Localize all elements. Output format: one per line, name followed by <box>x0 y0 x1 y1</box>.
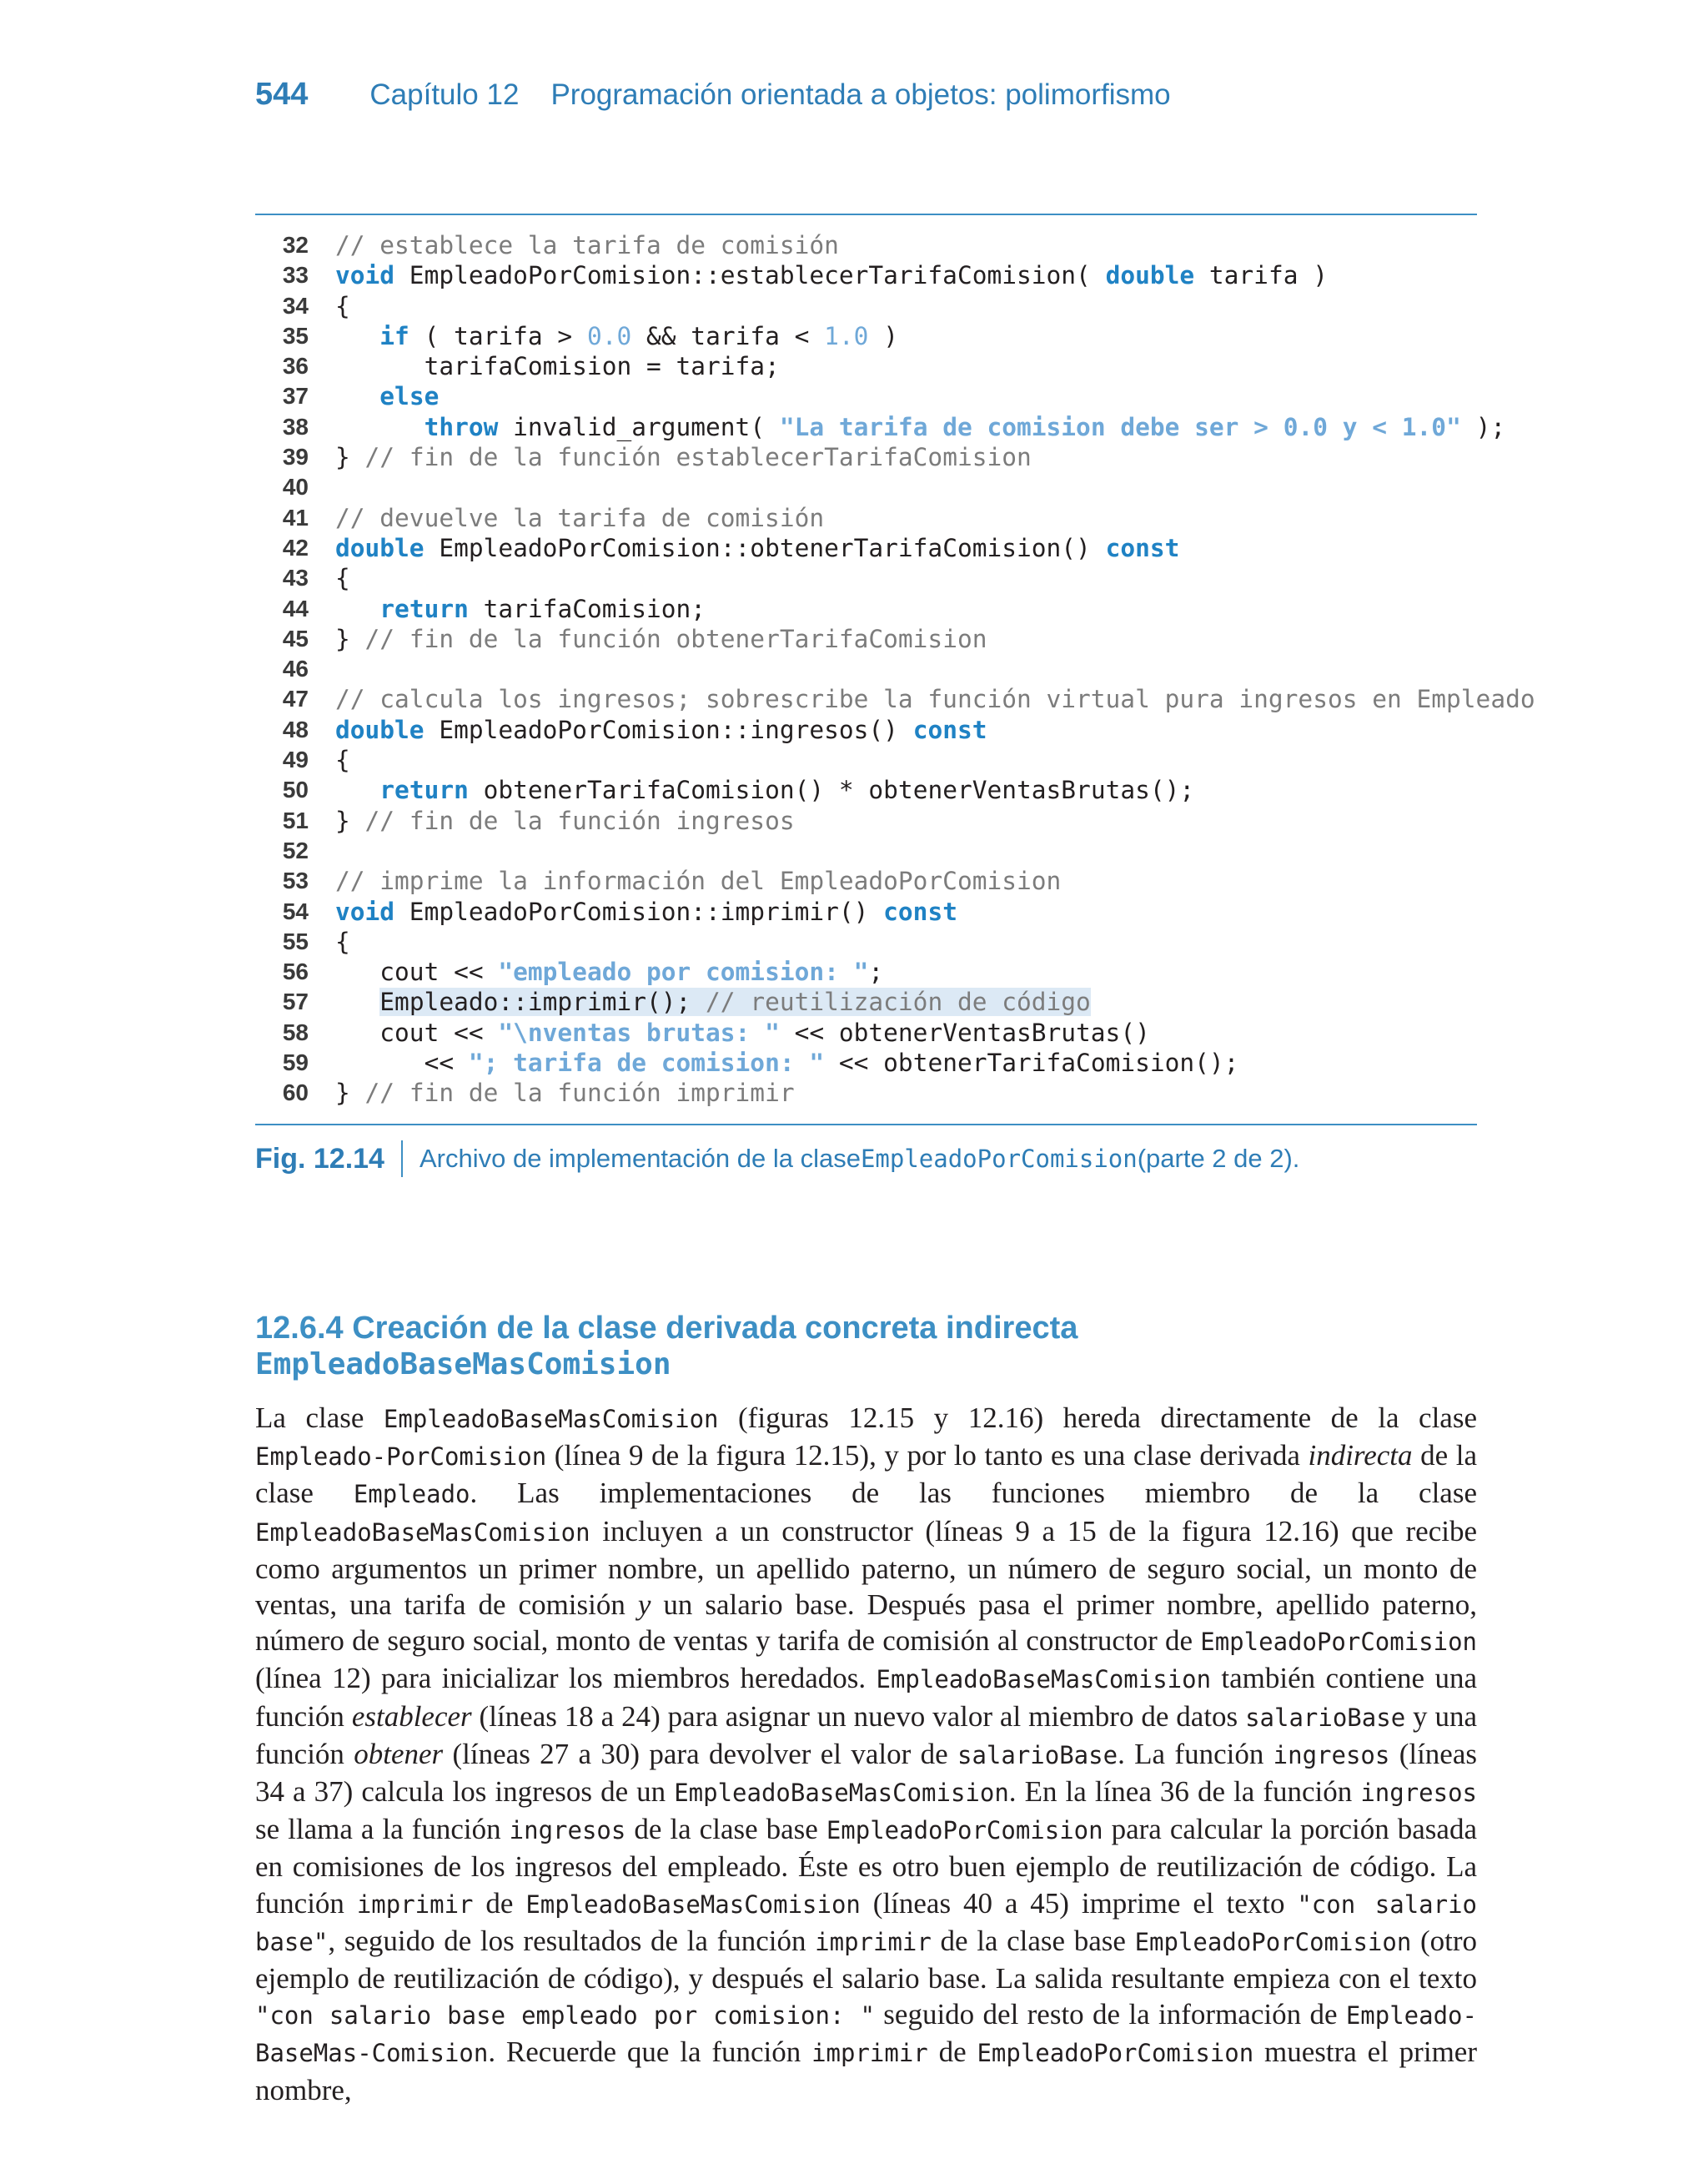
line-number: 41 <box>282 504 309 531</box>
code-line <box>255 866 1477 896</box>
code-line <box>255 442 1477 472</box>
line-number: 46 <box>282 656 309 682</box>
code-token: } <box>335 624 365 653</box>
inline-code: Empleado-BaseMas-Comision <box>255 2001 1477 2068</box>
code-line <box>255 654 1477 684</box>
code-text <box>335 1078 795 1108</box>
code-token: 0.0 <box>586 321 632 350</box>
line-number: 49 <box>282 747 309 773</box>
code-token: // imprime la información del EmpleadoPorComision <box>335 867 1062 896</box>
line-number: 35 <box>282 322 309 349</box>
line-number: 33 <box>282 262 309 289</box>
body-text-run: un salario base. Después pasa el primer nombre, apellido paterno, número de seguro social, monto de ventas y tarifa de comisión al constructor de <box>255 1588 1477 1658</box>
running-header <box>255 77 1171 113</box>
code-token: EmpleadoPorComision::establecerTarifaComision( <box>394 261 1106 290</box>
body-text-run: La clase <box>255 1402 384 1434</box>
line-number: 37 <box>282 383 309 410</box>
line-number: 55 <box>282 928 309 954</box>
code-token <box>335 413 424 441</box>
code-token <box>335 776 379 804</box>
body-text-run: . La función <box>1118 1737 1273 1770</box>
body-text-run: de la clase base <box>625 1813 826 1846</box>
code-token: // fin de la función ingresos <box>364 806 795 835</box>
code-line <box>255 351 1477 381</box>
code-line <box>255 806 1477 836</box>
code-line <box>255 715 1477 745</box>
code-token: if <box>379 321 409 350</box>
code-text <box>335 291 350 321</box>
code-line <box>255 897 1477 927</box>
body-text-run: (línea 12) para inicializar los miembros heredados. <box>255 1662 877 1695</box>
line-number: 51 <box>282 807 309 833</box>
code-line <box>255 684 1535 714</box>
code-line <box>255 927 1477 957</box>
code-line <box>255 412 1506 442</box>
code-text <box>335 260 1328 290</box>
line-number: 50 <box>282 777 309 803</box>
code-token: << obtenerTarifaComision(); <box>824 1049 1239 1078</box>
code-token: tarifaComision = tarifa; <box>335 352 780 381</box>
line-number: 39 <box>282 444 309 471</box>
line-number: 48 <box>282 716 309 742</box>
code-lines <box>255 215 1535 1124</box>
code-token <box>335 988 379 1016</box>
figure-label: Fig. 12.14 <box>255 1142 384 1175</box>
body-text-run: de la clase <box>255 1439 1477 1510</box>
code-token: // calcula los ingresos; sobrescribe la función virtual pura ingresos en Empleado <box>335 685 1535 714</box>
code-line <box>255 957 1477 987</box>
inline-code: salarioBase <box>1245 1703 1406 1732</box>
body-text-run: (línea 9 de la figura 12.15), y por lo tanto es una clase derivada <box>546 1439 1309 1472</box>
body-text-run: (figuras 12.15 y 12.16) hereda directamente de la clase <box>718 1402 1477 1434</box>
caption-text-after: (parte 2 de 2). <box>1137 1144 1300 1173</box>
code-token: // reutilización de código <box>706 988 1091 1017</box>
code-text <box>335 1048 1238 1078</box>
code-token: { <box>335 564 350 593</box>
code-token: // devuelve la tarifa de comisión <box>335 503 825 532</box>
inline-code: EmpleadoBaseMasComision <box>674 1779 1009 1808</box>
caption-divider <box>401 1140 403 1177</box>
code-line <box>255 745 1477 775</box>
body-text-run: (líneas 34 a 37) calcula los ingresos de un <box>255 1737 1477 1809</box>
line-number: 42 <box>282 534 309 561</box>
code-token: ( tarifa > <box>409 321 587 350</box>
code-token: { <box>335 927 350 956</box>
code-token: const <box>1105 533 1180 562</box>
code-token: // fin de la función establecerTarifaComision <box>364 443 1032 472</box>
code-token: // fin de la función obtenerTarifaComision <box>364 624 987 653</box>
line-number: 36 <box>282 353 309 380</box>
code-line <box>255 594 1477 624</box>
code-text <box>335 563 350 593</box>
line-number: 45 <box>282 625 309 652</box>
line-number: 47 <box>282 686 309 712</box>
inline-code: EmpleadoBaseMasComision <box>876 1665 1212 1694</box>
code-line <box>255 291 1477 321</box>
code-token: const <box>883 897 957 926</box>
chapter-label: Capítulo 12 <box>369 78 520 111</box>
code-text <box>335 897 957 927</box>
emphasis-text: y <box>637 1588 651 1622</box>
code-token: { <box>335 291 350 320</box>
code-text <box>335 381 439 411</box>
code-line <box>255 321 1477 351</box>
code-line <box>255 472 1477 502</box>
line-number: 58 <box>282 1019 309 1045</box>
code-text <box>335 503 824 533</box>
body-text-run: muestra el primer nombre, <box>255 2036 1477 2106</box>
code-token: cout << <box>335 1018 499 1047</box>
body-text-run: (otro ejemplo de reutilización de código), y después el salario base. La salida resultante empieza con el texto <box>255 1924 1477 1995</box>
code-token: double <box>335 533 424 562</box>
body-text-run: , seguido de los resultados de la función <box>328 1924 816 1957</box>
body-text-run: . Recuerde que la función <box>488 2036 812 2069</box>
code-token: return <box>379 776 469 805</box>
code-text <box>335 442 1032 472</box>
body-text-run: (líneas 40 a 45) imprime el texto <box>860 1886 1298 1920</box>
code-text <box>335 987 1091 1017</box>
inline-code: "con salario base" <box>255 1890 1477 1956</box>
body-paragraph <box>255 1400 1477 2108</box>
code-listing <box>255 214 1535 1125</box>
inline-code: EmpleadoBaseMasComision <box>525 1890 861 1919</box>
code-token: throw <box>424 412 499 441</box>
code-token: } <box>335 1079 365 1108</box>
inline-code: salarioBase <box>957 1740 1118 1769</box>
line-number: 34 <box>282 292 309 319</box>
code-line <box>255 230 1477 260</box>
code-token: "\nventas brutas: " <box>498 1018 780 1047</box>
body-text-run: . En la línea 36 de la función <box>1008 1775 1361 1809</box>
inline-code: imprimir <box>811 2039 928 2068</box>
page-number: 544 <box>255 77 309 112</box>
line-number: 54 <box>282 898 309 924</box>
code-token: { <box>335 746 350 775</box>
inline-code: imprimir <box>815 1927 932 1956</box>
code-line <box>255 1018 1477 1048</box>
body-text-run: seguido del resto de la información de <box>874 1998 1346 2031</box>
code-token: ; <box>868 958 884 987</box>
code-text <box>335 957 883 987</box>
code-text <box>335 351 780 381</box>
line-number: 53 <box>282 868 309 894</box>
inline-code: EmpleadoPorComision <box>977 2039 1254 2068</box>
inline-code: Empleado-PorComision <box>255 1442 547 1472</box>
code-text <box>335 775 1194 805</box>
line-number: 56 <box>282 959 309 985</box>
code-token: ); <box>1460 412 1506 441</box>
code-token: // establece la tarifa de comisión <box>335 231 839 259</box>
code-token: double <box>1105 261 1195 290</box>
code-token: double <box>335 715 424 744</box>
inline-code: EmpleadoPorComision <box>1200 1628 1477 1657</box>
code-line <box>255 836 1477 866</box>
code-token: tarifa ) <box>1194 261 1328 290</box>
code-text <box>335 624 987 654</box>
body-text-run: (líneas 18 a 24) para asignar un nuevo valor al miembro de datos <box>471 1699 1246 1733</box>
emphasis-text: indirecta <box>1308 1439 1413 1472</box>
section-heading-text: 12.6.4 Creación de la clase derivada concreta indirecta <box>255 1311 1078 1346</box>
code-line <box>255 381 1477 411</box>
code-token: invalid_argument( <box>498 412 780 441</box>
code-token: EmpleadoPorComision::imprimir() <box>394 897 884 926</box>
code-token: Empleado::imprimir(); <box>379 988 706 1017</box>
code-text <box>335 927 350 957</box>
body-text-run: incluyen a un constructor (líneas 9 a 15 de la figura 12.16) que recibe como argumentos un primer nombre, un apellido paterno, un número de seguro social, un monto de ventas, una tarifa de comisión <box>255 1514 1477 1622</box>
code-line <box>255 775 1477 805</box>
inline-code: Empleado <box>353 1480 470 1509</box>
code-line <box>255 987 1477 1017</box>
code-line <box>255 563 1477 593</box>
code-bottom-rule <box>255 1124 1477 1125</box>
body-text-run: de <box>473 1886 526 1920</box>
code-token: obtenerTarifaComision() * obtenerVentasBrutas(); <box>468 776 1195 805</box>
code-token: // fin de la función imprimir <box>364 1079 795 1108</box>
code-token: ) <box>868 321 898 350</box>
code-text <box>335 533 1179 563</box>
code-token: << obtenerVentasBrutas() <box>779 1018 1150 1047</box>
inline-code: EmpleadoPorComision <box>1134 1927 1412 1956</box>
code-line <box>255 624 1477 654</box>
code-text <box>335 230 839 260</box>
inline-code: imprimir <box>356 1890 474 1919</box>
code-text <box>335 866 1061 896</box>
code-text <box>335 806 795 836</box>
line-number: 60 <box>282 1079 309 1106</box>
code-text <box>335 745 350 775</box>
body-text-run: de la clase base <box>931 1924 1135 1957</box>
inline-code: ingresos <box>1360 1779 1477 1808</box>
body-text-run: de <box>927 2036 977 2069</box>
code-line <box>255 1048 1477 1078</box>
emphasis-text: obtener <box>354 1737 444 1770</box>
section-heading-code: EmpleadoBaseMasComision <box>255 1347 671 1381</box>
chapter-title: Programación orientada a objetos: polimorfismo <box>550 78 1171 111</box>
line-number: 32 <box>282 232 309 258</box>
code-line <box>255 1078 1477 1108</box>
code-token: cout << <box>335 958 499 987</box>
inline-code: ingresos <box>509 1816 626 1845</box>
caption-class-name: EmpleadoPorComision <box>860 1145 1138 1173</box>
code-token: } <box>335 443 365 472</box>
code-token: else <box>379 382 440 411</box>
code-token: EmpleadoPorComision::obtenerTarifaComision() <box>424 533 1106 562</box>
code-token <box>335 382 379 410</box>
inline-code: EmpleadoBaseMasComision <box>383 1405 719 1433</box>
code-token <box>335 322 379 350</box>
code-token <box>335 595 379 623</box>
code-text <box>335 684 1535 714</box>
body-text-run: (líneas 27 a 30) para devolver el valor de <box>443 1737 957 1770</box>
inline-code: "con salario base empleado por comision: " <box>255 2001 875 2031</box>
body-text-run: para calcular la porción basada en comisiones de los ingresos del empleado. Éste es otro buen ejemplo de reutilización de código. La función <box>255 1813 1477 1920</box>
code-token: "; tarifa de comision: " <box>468 1049 825 1078</box>
emphasis-text: establecer <box>351 1699 472 1733</box>
inline-code: ingresos <box>1273 1740 1390 1769</box>
figure-caption <box>255 1140 1299 1177</box>
code-line <box>255 503 1477 533</box>
code-token: 1.0 <box>824 321 869 350</box>
code-token: EmpleadoPorComision::ingresos() <box>424 715 913 744</box>
inline-code: EmpleadoBaseMasComision <box>255 1517 590 1547</box>
code-token: "La tarifa de comision debe ser > 0.0 y < 1.0" <box>779 412 1461 441</box>
line-number: 59 <box>282 1049 309 1076</box>
code-token: return <box>379 594 469 623</box>
code-token: "empleado por comision: " <box>498 958 869 987</box>
code-token: && tarifa < <box>631 321 825 350</box>
code-text <box>335 412 1505 442</box>
code-line <box>255 533 1477 563</box>
code-token: << <box>335 1049 469 1078</box>
line-number: 44 <box>282 595 309 621</box>
code-token: void <box>335 897 395 926</box>
body-text-run: también contiene una función <box>255 1662 1477 1733</box>
code-text <box>335 594 706 624</box>
line-number: 43 <box>282 565 309 591</box>
line-number: 52 <box>282 837 309 863</box>
inline-code: EmpleadoPorComision <box>826 1816 1103 1845</box>
body-text-run: . Las implementaciones de las funciones miembro de la clase <box>470 1477 1478 1510</box>
code-token: const <box>912 715 987 744</box>
code-line <box>255 260 1477 290</box>
code-token: tarifaComision; <box>468 594 706 623</box>
code-token: } <box>335 806 365 835</box>
line-number: 38 <box>282 413 309 440</box>
line-number: 57 <box>282 989 309 1015</box>
code-text <box>335 321 898 351</box>
section-heading <box>255 1310 1078 1383</box>
code-token: void <box>335 261 395 290</box>
line-number: 40 <box>282 474 309 501</box>
body-text-run: se llama a la función <box>255 1813 510 1846</box>
code-text <box>335 1018 1150 1048</box>
body-text-run: y una función <box>255 1699 1477 1770</box>
caption-text-before: Archivo de implementación de la clase <box>419 1144 861 1173</box>
code-text <box>335 715 987 745</box>
